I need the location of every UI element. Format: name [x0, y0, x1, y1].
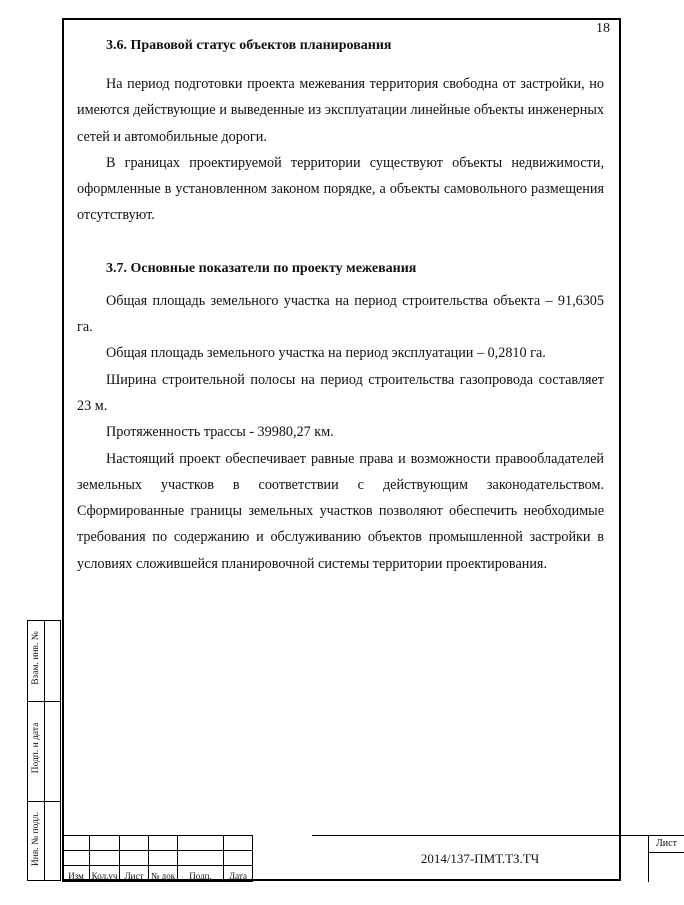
section-heading: 3.6. Правовой статус объектов планирования: [106, 38, 392, 53]
paragraph: В границах проектируемой территории существуют объекты недвижимости, оформленные в установленном законом порядке, а объекты самовольного размещения отсутствуют.: [77, 154, 604, 224]
paragraph: Протяженность трассы - 39980,27 км.: [106, 424, 334, 441]
col-list: Лист: [120, 866, 149, 882]
podp-data-label: Подп. и дата: [31, 722, 41, 774]
vzam-inv-label: Взам. инв. №: [31, 631, 41, 685]
paragraph: На период подготовки проекта межевания территория свободна от застройки, но имеются действующие и выведенные из эксплуатации линейные объекты инженерных сетей и автомобильные дороги.: [77, 76, 604, 145]
paragraph: Общая площадь земельного участка на период строительства объекта – 91,6305 га.: [77, 292, 604, 336]
paragraph: Общая площадь земельного участка на период эксплуатации – 0,2810 га.: [106, 345, 546, 362]
paragraph: Ширина строительной полосы на период строительства газопровода составляет 23 м.: [77, 371, 604, 414]
col-podp: Подп.: [178, 866, 224, 882]
col-data: Дата: [224, 866, 253, 882]
revision-table: [62, 835, 253, 882]
section-heading: 3.7. Основные показатели по проекту межевания: [106, 260, 417, 276]
side-stamp: [27, 620, 61, 881]
col-izm: Изм: [63, 866, 90, 882]
document-code: 2014/137-ПМТ.ТЗ.ТЧ: [312, 835, 648, 882]
inv-podl-label: Инв. № подл.: [31, 811, 41, 867]
page-number: 18: [596, 21, 610, 36]
sheet-label: Лист: [656, 838, 677, 849]
sheet-box: [648, 835, 684, 882]
title-block: [62, 835, 677, 881]
col-kol-uch: Кол.уч: [90, 866, 120, 882]
paragraph: Настоящий проект обеспечивает равные права и возможности правообладателей земельных участков в соответствии с действующим законодательством. Сформированные границы земельных участков позволяют обеспечить необходимые требования по содержанию и обслуживанию объектов промышленной застройки в условиях сложившейся планировочной системы территории проектирования.: [77, 450, 604, 572]
col-n-dok: № док: [149, 866, 178, 882]
document-body: [77, 33, 604, 577]
